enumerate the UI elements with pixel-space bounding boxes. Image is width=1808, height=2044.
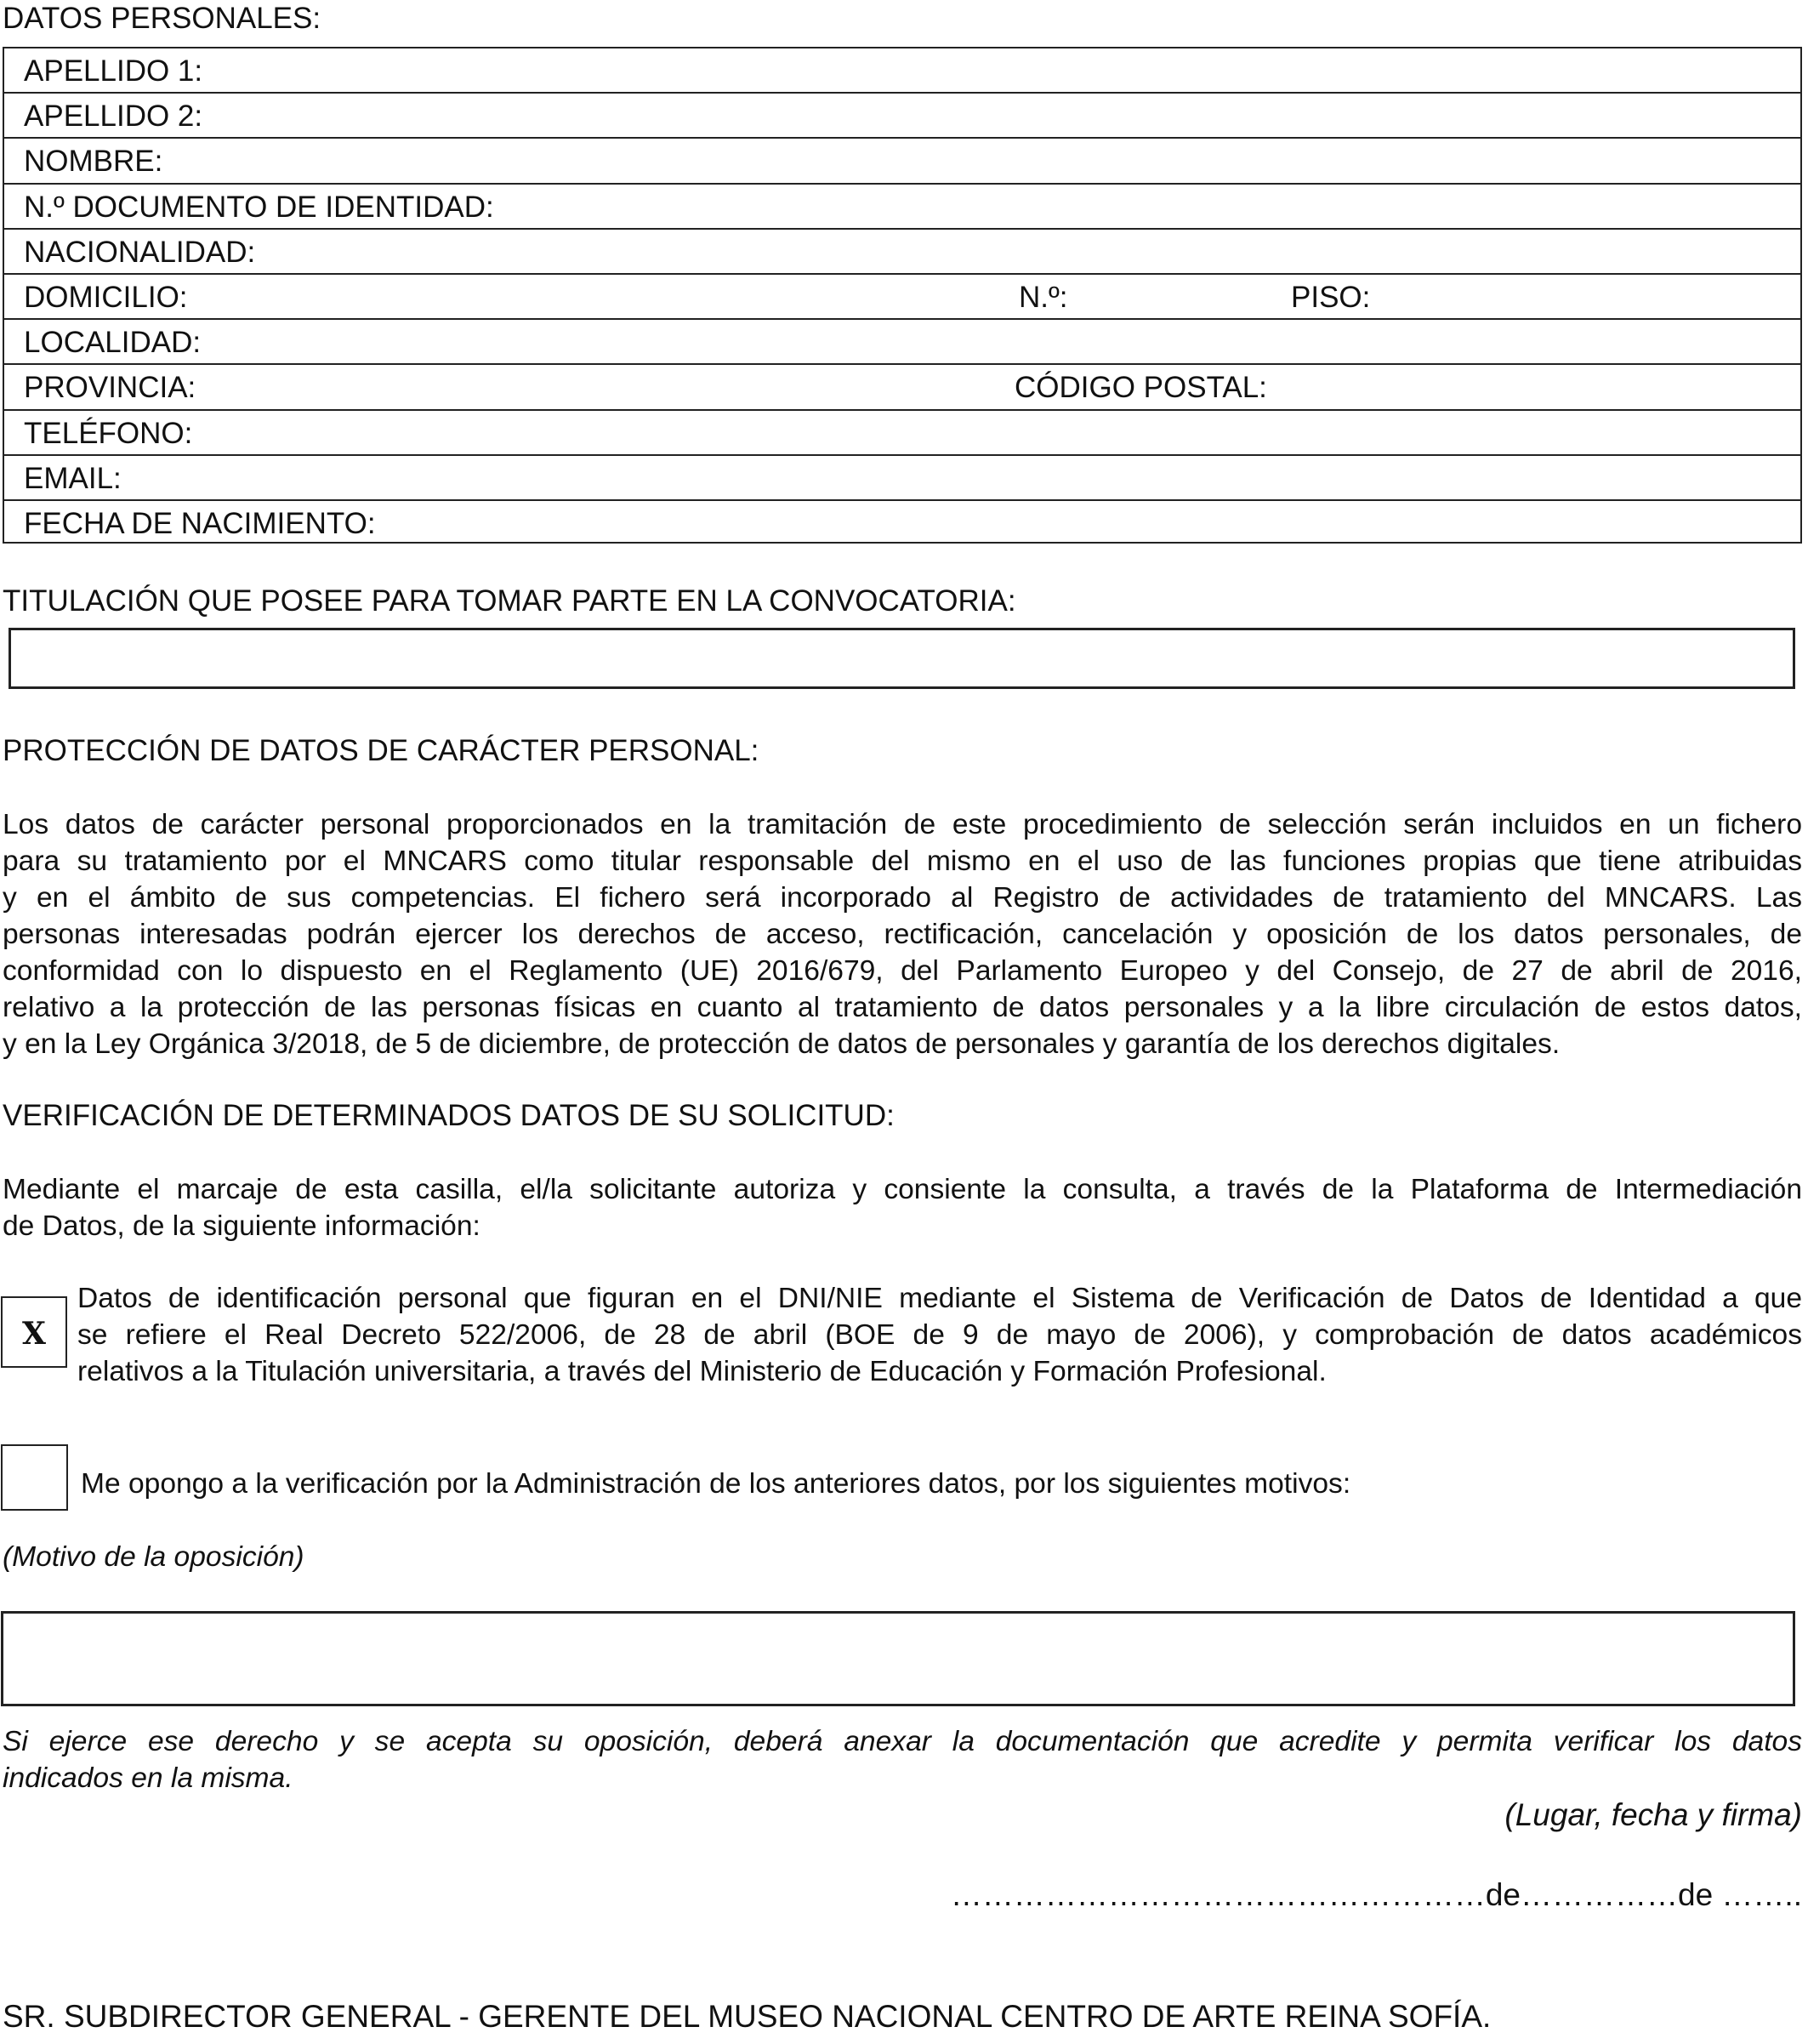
field-provincia[interactable]	[4, 365, 1800, 410]
check-mark: X	[22, 1316, 46, 1352]
field-label: LOCALIDAD:	[24, 326, 202, 360]
paragraph-line: se refiere el Real Decreto 522/2006, de 28 de abril (BOE de 9 de mayo de 2006), y comprobación de datos académicos	[77, 1319, 1802, 1351]
oppose-checkbox[interactable]	[1, 1444, 68, 1511]
field-label: TELÉFONO:	[24, 416, 193, 450]
paragraph-line: conformidad con lo dispuesto en el Reglamento (UE) 2016/679, del Parlamento Europeo y del Consejo, de 27 de abril de 2016,	[3, 955, 1802, 987]
field-label: FECHA DE NACIMIENTO:	[24, 507, 376, 540]
paragraph-line: y en el ámbito de sus competencias. El fichero será incorporado al Registro de actividades de tratamiento del MNCARS. Las	[3, 882, 1802, 914]
field-email[interactable]	[4, 456, 1800, 501]
paragraph-line: y en la Ley Orgánica 3/2018, de 5 de diciembre, de protección de datos de personales y garantía de los derechos digitales.	[3, 1028, 1561, 1060]
field-label: N.º DOCUMENTO DE IDENTIDAD:	[24, 190, 494, 224]
section-titulacion-heading: TITULACIÓN QUE POSEE PARA TOMAR PARTE EN LA CONVOCATORIA:	[3, 584, 1016, 618]
paragraph-line: Si ejerce ese derecho y se acepta su oposición, deberá anexar la documentación que acredite y permita verificar los datos	[3, 1726, 1802, 1757]
oppose-label: Me opongo a la verificación por la Administración de los anteriores datos, por los siguientes motivos:	[81, 1468, 1351, 1500]
section-personal-heading: DATOS PERSONALES:	[3, 2, 321, 35]
field-label: APELLIDO 2:	[24, 100, 203, 134]
consent-text	[77, 1280, 1802, 1390]
signature-label: (Lugar, fecha y firma)	[1504, 1797, 1802, 1832]
titulacion-input[interactable]	[9, 628, 1795, 689]
field-label: PROVINCIA:	[24, 371, 196, 405]
field-apellido1[interactable]	[4, 48, 1800, 94]
paragraph-line: personas interesadas podrán ejercer los derechos de acceso, rectificación, cancelación y oposición de los datos personales, de	[3, 919, 1802, 950]
check-mark	[3, 1446, 66, 1509]
field-label: NOMBRE:	[24, 145, 163, 179]
note-paragraph	[3, 1723, 1802, 1796]
paragraph-line: relativo a la protección de las personas físicas en cuanto al tratamiento de datos personales y a la libre circulación de estos datos,	[3, 992, 1802, 1023]
section-verificacion-heading: VERIFICACIÓN DE DETERMINADOS DATOS DE SU SOLICITUD:	[3, 1099, 895, 1132]
personal-data-table	[3, 47, 1802, 544]
field-nombre[interactable]	[4, 139, 1800, 184]
field-apellido2[interactable]	[4, 94, 1800, 139]
date-line[interactable]: ……………………………………………de……………de ……..	[950, 1877, 1802, 1912]
motivo-label: (Motivo de la oposición)	[3, 1541, 304, 1573]
paragraph-line: Mediante el marcaje de esta casilla, el/la solicitante autoriza y consiente la consulta, a través de la Plataforma de Intermediación	[3, 1174, 1802, 1205]
field-codigo-postal-label: CÓDIGO POSTAL:	[1015, 371, 1267, 405]
paragraph-line: de Datos, de la siguiente información:	[3, 1210, 480, 1242]
field-piso-label: PISO:	[1291, 281, 1371, 314]
field-telefono[interactable]	[4, 411, 1800, 456]
section-proteccion-heading: PROTECCIÓN DE DATOS DE CARÁCTER PERSONAL:	[3, 734, 759, 767]
field-localidad[interactable]	[4, 320, 1800, 365]
field-label: APELLIDO 1:	[24, 54, 203, 88]
paragraph-line: relativos a la Titulación universitaria, a través del Ministerio de Educación y Formación Profesional.	[77, 1356, 1327, 1387]
field-label: EMAIL:	[24, 461, 122, 495]
field-label: DOMICILIO:	[24, 281, 188, 314]
paragraph-line: para su tratamiento por el MNCARS como titular responsable del mismo en el uso de las funciones propias que tiene atribuidas	[3, 845, 1802, 877]
proteccion-paragraph	[3, 806, 1802, 1062]
paragraph-line: indicados en la misma.	[3, 1762, 293, 1794]
paragraph-line: Los datos de carácter personal proporcionados en la tramitación de este procedimiento de selección serán incluidos en un fichero	[3, 809, 1802, 840]
field-domicilio[interactable]	[4, 275, 1800, 320]
verificacion-paragraph	[3, 1171, 1802, 1244]
consent-checkbox[interactable]	[1, 1296, 67, 1368]
field-label: NACIONALIDAD:	[24, 235, 256, 269]
field-nacionalidad[interactable]	[4, 230, 1800, 275]
field-numero-label: N.º:	[1019, 281, 1068, 314]
paragraph-line: Datos de identificación personal que figuran en el DNI/NIE mediante el Sistema de Verificación de Datos de Identidad a que	[77, 1283, 1802, 1314]
field-fecha-nacimiento[interactable]	[4, 501, 1800, 546]
field-documento[interactable]	[4, 185, 1800, 230]
addressee: SR. SUBDIRECTOR GENERAL - GERENTE DEL MUSEO NACIONAL CENTRO DE ARTE REINA SOFÍA.	[3, 1999, 1492, 2034]
motivo-input[interactable]	[1, 1611, 1795, 1706]
